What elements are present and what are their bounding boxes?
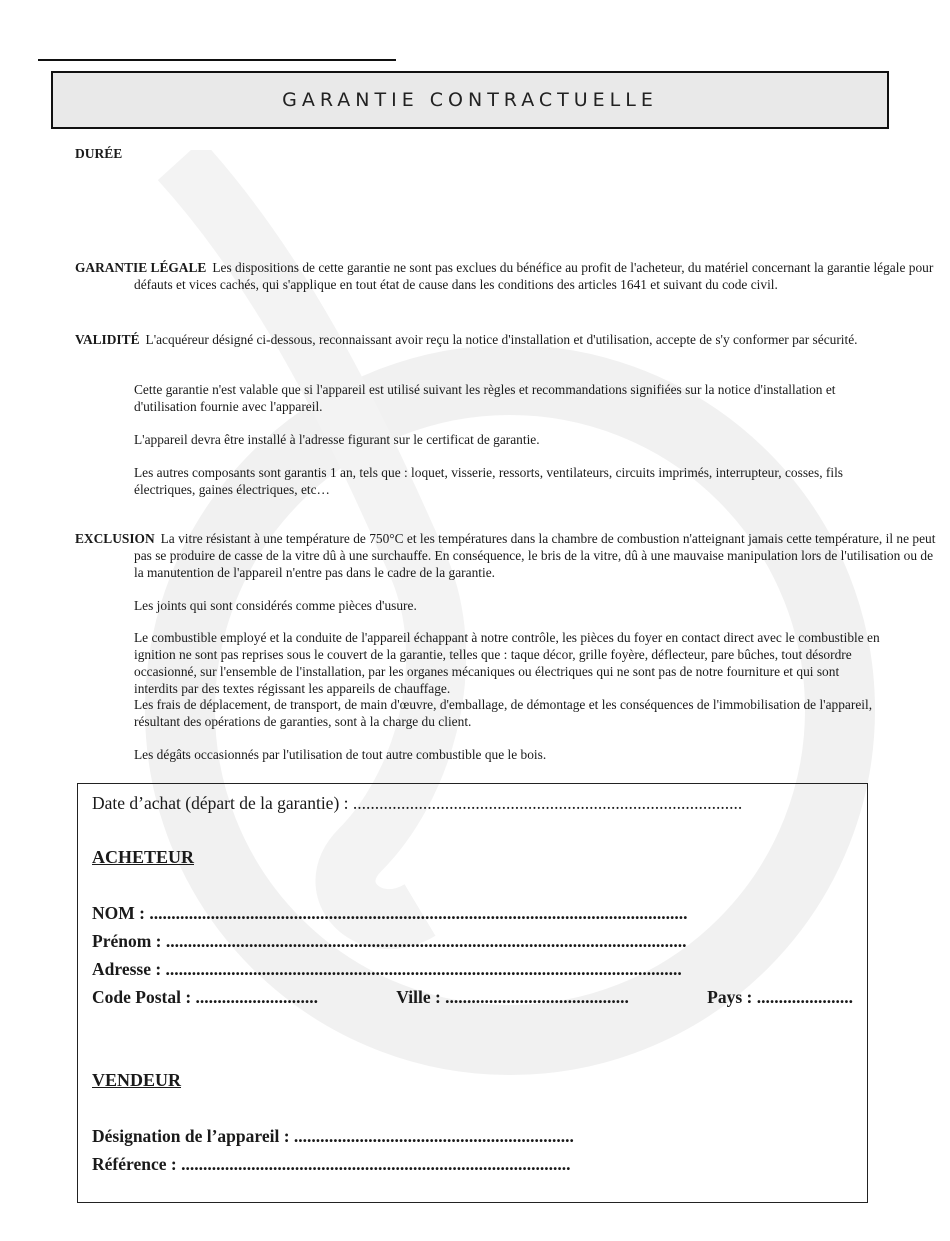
validite-paragraph-2: Cette garantie n'est valable que si l'appareil est utilisé suivant les règles et recommandations signifiées sur la notice d'installation et d'utilisation fournie avec l'appareil. xyxy=(134,382,836,414)
exclusion-section xyxy=(75,530,944,581)
garantie-legale-heading: GARANTIE LÉGALE xyxy=(75,260,207,275)
garantie-legale-text: Les dispositions de cette garantie ne sont pas exclues du bénéfice au profit de l'acheteur, du matériel concernant la garantie légale pour défauts et vices cachés, qui s'applique en tout état de cause dans les conditions des articles 1641 et suivant du code civil. xyxy=(134,260,934,292)
acheteur-title: ACHETEUR xyxy=(92,847,195,867)
code-postal-field[interactable]: Code Postal : ............................ xyxy=(92,987,319,1007)
designation-field[interactable]: Désignation de l’appareil : ................................................................ xyxy=(92,1126,574,1146)
top-rule xyxy=(38,59,396,61)
exclusion-paragraph-4: Les frais de déplacement, de transport, de main d'œuvre, d'emballage, de démontage et les conséquences de l'immobilisation de l'appareil, résultant des opérations de garanties, sont à la charge du client. xyxy=(134,697,873,729)
duree-heading: DURÉE xyxy=(75,146,123,161)
date-achat-field[interactable]: Date d’achat (départ de la garantie) : ......................................................................................... xyxy=(92,793,743,813)
exclusion-paragraph-5: Les dégâts occasionnés par l'utilisation de tout autre combustible que le bois. xyxy=(134,747,547,762)
garantie-legale-section xyxy=(75,259,944,293)
exclusion-paragraph-2: Les joints qui sont considérés comme pièces d'usure. xyxy=(134,598,417,613)
vendeur-title: VENDEUR xyxy=(92,1070,182,1090)
adresse-field[interactable]: Adresse : ...................................................................................................................... xyxy=(92,959,682,979)
validite-text: L'acquéreur désigné ci-dessous, reconnaissant avoir reçu la notice d'installation et d'utilisation, accepte de s'y conformer par sécurité. xyxy=(145,332,858,347)
validite-paragraph-4: Les autres composants sont garantis 1 an, tels que : loquet, visserie, ressorts, ventilateurs, circuits imprimés, interrupteur, cosses, fils électriques, gaines électriques, etc… xyxy=(134,465,844,497)
prenom-field[interactable]: Prénom : ....................................................................................................................... xyxy=(92,931,687,951)
page-title: GARANTIE CONTRACTUELLE xyxy=(282,89,658,111)
exclusion-heading: EXCLUSION xyxy=(75,531,155,546)
location-row xyxy=(92,987,853,1008)
ville-field[interactable]: Ville : .......................................... xyxy=(396,987,629,1007)
pays-field[interactable]: Pays : ...................... xyxy=(707,987,853,1007)
reference-field[interactable]: Référence : ......................................................................................... xyxy=(92,1154,571,1174)
exclusion-paragraph-3: Le combustible employé et la conduite de l'appareil échappant à notre contrôle, les pièces du foyer en contact direct avec le combustible en ignition ne sont pas reprises sous le couvert de la garantie, telles que : taque décor, grille foyère, déflecteur, pare bûches, tout désordre occasionné, sur l'ensemble de l'installation, par les organes mécaniques ou électriques qui ne sont pas de notre fourniture et qui sont interdits par des textes régissant les appareils de chauffage. xyxy=(134,630,880,696)
exclusion-text: La vitre résistant à une température de 750°C et les températures dans la chambre de combustion n'atteignant jamais cette température, il ne peut pas se produire de casse de la vitre dû à une surchauffe. En conséquence, le bris de la vitre, dû à une mauvaise manipulation lors de l'utilisation ou de la manutention de l'appareil n'entre pas dans le cadre de la garantie. xyxy=(134,531,936,580)
title-banner xyxy=(51,71,889,129)
validite-paragraph-3: L'appareil devra être installé à l'adresse figurant sur le certificat de garantie. xyxy=(134,432,540,447)
validite-heading: VALIDITÉ xyxy=(75,332,140,347)
warranty-form xyxy=(77,783,868,1203)
nom-field[interactable]: NOM : ........................................................................................................................... xyxy=(92,903,688,923)
validite-section xyxy=(75,331,944,348)
